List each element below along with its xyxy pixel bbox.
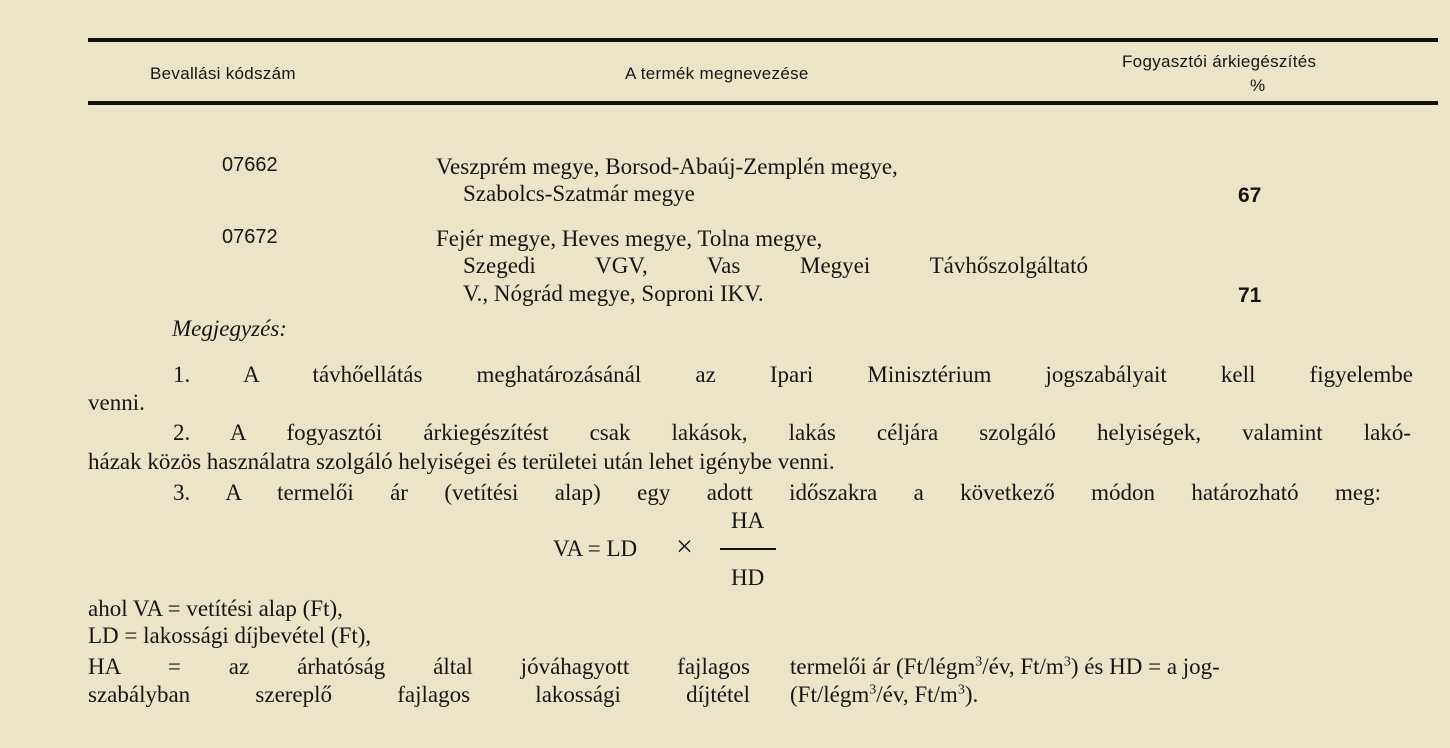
formula-lhs: VA = LD [553,536,638,561]
table-header-rule [88,101,1438,105]
definition-hd-right: (Ft/légm$^3$/év, $Ft/m^3$). [790,682,979,707]
header-product-name: A termék megnevezése [625,64,809,83]
row-name-line: Szegedi VGV, Vas Megyei Távhőszolgáltató [463,253,1088,278]
note-1-line-1: 1. A távhőellátás meghatározásánál az Ipari Minisztérium jogszabályait kell figyelembe [173,362,1413,387]
definition-ha-left: HA = az árhatóság által jóváhagyott fajlagos [88,654,750,679]
definition-hd-left: szabályban szereplő fajlagos lakossági díjtétel [88,682,750,707]
definition-ha-right: termelői ár (Ft/légm$^3$/év, $Ft/m^3$) és HD = a jog- [790,654,1220,679]
note-1-line-2: venni. [88,390,145,415]
definition-va: ahol VA = vetítési alap (Ft), [88,596,343,621]
row-code: 07672 [222,226,278,248]
table-top-rule [88,38,1438,42]
definition-ld: LD = lakossági díjbevétel (Ft), [88,623,372,648]
header-subsidy: Fogyasztói árkiegészítés [1122,52,1317,71]
row-percent: 71 [1238,284,1262,307]
row-name-line: Fejér megye, Heves megye, Tolna megye, [436,226,823,251]
row-name-line: V., Nógrád megye, Soproni IKV. [463,281,764,306]
fraction-bar [720,548,776,550]
formula-times: × [676,530,693,563]
formula-denominator: HD [731,565,765,590]
notes-heading: Megjegyzés: [172,316,287,341]
note-3: 3. A termelői ár (vetítési alap) egy adott időszakra a következő módon határozható meg: [173,480,1381,505]
row-code: 07662 [222,154,278,176]
note-2-line-1: 2. A fogyasztói árkiegészítést csak lakások, lakás céljára szolgáló helyiségek, valamint lakó- [173,420,1411,445]
header-code: Bevallási kódszám [150,64,296,83]
row-name-line: Veszprém megye, Borsod-Abaúj-Zemplén megye, [436,154,898,179]
row-percent: 67 [1238,184,1262,207]
header-percent-sign: % [1250,76,1266,95]
formula-numerator: HA [731,508,765,533]
note-2-line-2: házak közös használatra szolgáló helyiségei és területei után lehet igénybe venni. [88,449,835,474]
row-name-line: Szabolcs-Szatmár megye [463,181,695,206]
